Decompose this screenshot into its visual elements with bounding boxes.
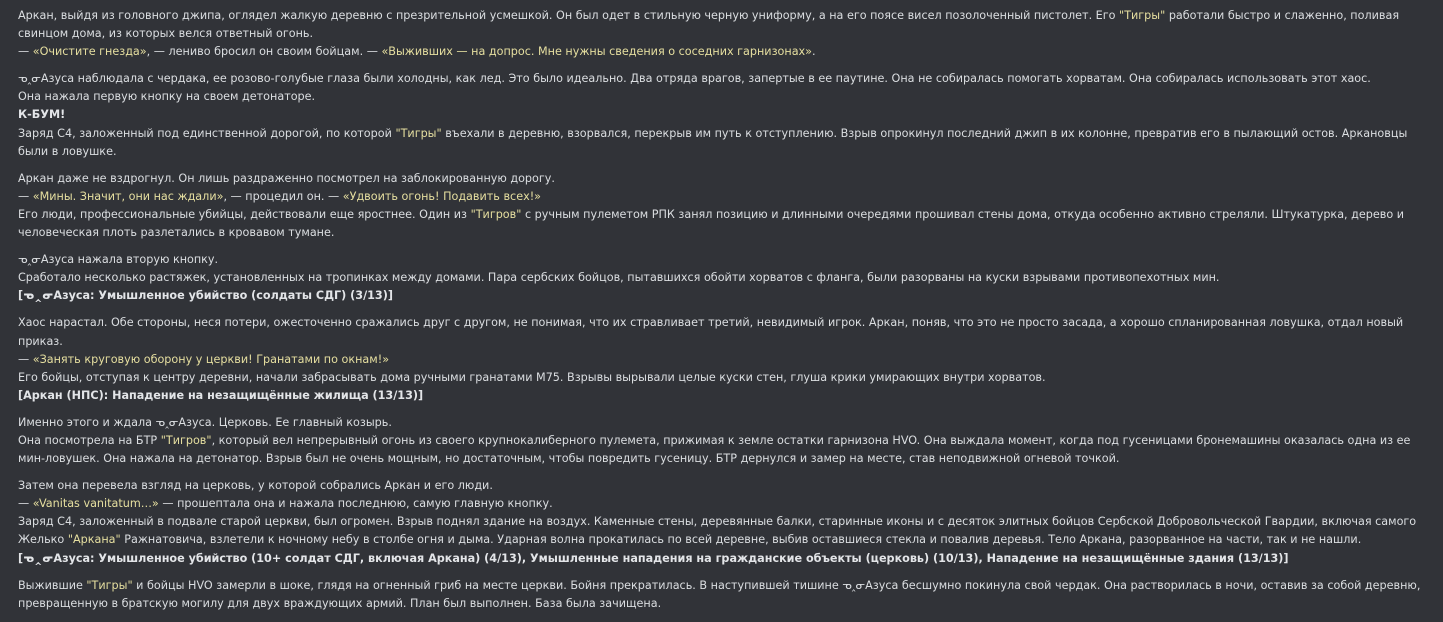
story-line bbox=[18, 477, 1428, 495]
story-line bbox=[18, 577, 1428, 613]
story-line bbox=[18, 170, 1428, 188]
text-segment: , который вел непрерывный огонь из своего крупнокалиберного пулемета, прижимая к земле остатки гарнизона HVO. Она выждала момент, когда под гусеницами бронемашины оказалась одна из ее мин-ловушек. Она нажала на детонатор. Взрыв был не очень мощным, но достаточным, чтобы повредить гусеницу. БТР дернулся и замер на месте, став неподвижной огневой точкой. bbox=[18, 433, 1411, 466]
text-segment: въехали в деревню, взорвался, перекрыв им путь к отступлению. Взрыв опрокинул последний джип в их колонне, превратив его в пылающий остов. Аркановцы были в ловушке. bbox=[18, 126, 1408, 158]
story-paragraph bbox=[18, 314, 1428, 404]
text-segment: с ручным пулеметом РПК занял позицию и длинными очередями прошивал стены дома, откуда особенно активно стреляли. Штукатурка, дерево и человеческая плоть разлетались в кровавом тумане. bbox=[18, 207, 1405, 240]
text-segment: Его люди, профессиональные убийцы, действовали еще яростнее. Один из bbox=[18, 207, 471, 221]
name-highlight: "Тигры" bbox=[86, 578, 133, 592]
story-line bbox=[18, 88, 1428, 106]
story-line bbox=[18, 550, 1428, 568]
text-segment: и бойцы HVO замерли в шоке, глядя на огненный гриб на месте церкви. Бойня прекратилась. В наступившей тишине ᓀ‸ᓂАзуса бесшумно покинула свой чердак. Она растворилась в ночи, оставив за собой деревню, превращенную в братскую могилу для двух враждующих армий. План был выполнен. База была зачищена. bbox=[18, 578, 1421, 610]
text-segment: Заряд C4, заложенный под единственной дорогой, по которой bbox=[18, 126, 396, 140]
quoted-speech: «Vanitas vanitatum…» bbox=[32, 497, 159, 511]
text-segment: Хаос нарастал. Обе стороны, неся потери, ожесточенно сражались друг с другом, не понимая, что их стравливает третий, невидимый игрок. Аркан, поняв, что это не просто засада, а хорошо спланированная ловушка, отдал новый приказ. bbox=[18, 316, 1404, 348]
story-message bbox=[18, 7, 1428, 622]
text-segment: Выжившие bbox=[18, 578, 87, 592]
name-highlight: "Тигры" bbox=[1119, 9, 1166, 22]
bold-annotation: [Аркан (НПС): Нападение на незащищённые жилища (13/13)] bbox=[18, 388, 424, 402]
text-segment: Аркан даже не вздрогнул. Он лишь раздраженно посмотрел на заблокированную дорогу. bbox=[18, 171, 555, 185]
text-segment: ᓀ‸ᓂАзуса наблюдала с чердака, ее розово-голубые глаза были холодны, как лед. Это было идеально. Два отряда врагов, запертые в ее паутине. Она не собиралась помогать хорватам. Она собиралась использовать этот хаос. bbox=[18, 72, 1371, 86]
quoted-speech: «Очистите гнезда» bbox=[32, 45, 147, 59]
story-line bbox=[18, 387, 1428, 405]
text-segment: — bbox=[18, 352, 33, 366]
text-segment: ᓀ‸ᓂАзуса нажала вторую кнопку. bbox=[18, 253, 219, 267]
text-segment: Аркан, выйдя из головного джипа, оглядел жалкую деревню с презрительной усмешкой. Он был одет в стильную черную униформу, а на его поясе висел позолоченный пистолет. Его bbox=[18, 9, 1120, 22]
bold-annotation: [ᓀ‸ᓂАзуса: Умышленное убийство (10+ солдат СДГ, включая Аркана) (4/13), Умышленные нападения на гражданские объекты (церковь) (10/13), Нападение на незащищённые здания (13/13)] bbox=[18, 551, 1289, 565]
story-line bbox=[18, 188, 1428, 206]
text-segment: , — процедил он. — bbox=[223, 189, 343, 203]
story-paragraph bbox=[18, 70, 1428, 160]
story-line bbox=[18, 206, 1428, 242]
story-line bbox=[18, 7, 1428, 43]
story-paragraph bbox=[18, 577, 1428, 613]
text-segment: — прошептала она и нажала последнюю, самую главную кнопку. bbox=[158, 497, 553, 511]
story-line bbox=[18, 351, 1428, 369]
quoted-speech: «Удвоить огонь! Подавить всех!» bbox=[342, 189, 542, 203]
bold-annotation: К-БУМ! bbox=[18, 108, 66, 122]
quoted-speech: «Мины. Значит, они нас ждали» bbox=[32, 189, 224, 203]
name-highlight: "Тигров" bbox=[160, 433, 212, 447]
story-line bbox=[18, 106, 1428, 124]
text-segment: Ражнатовича, взлетели к ночному небу в столбе огня и дыма. Ударная волна прокатилась по всей деревне, выбив оставшиеся стекла и повалив деревья. Тело Аркана, разорванное на части, так и не нашли. bbox=[120, 533, 1362, 547]
text-segment: — bbox=[18, 189, 33, 203]
story-paragraph bbox=[18, 414, 1428, 468]
text-segment: — bbox=[18, 497, 33, 511]
story-line bbox=[18, 432, 1428, 468]
text-segment: — bbox=[18, 45, 33, 59]
name-highlight: "Тигры" bbox=[395, 126, 442, 140]
story-line bbox=[18, 125, 1428, 161]
text-segment: Она нажала первую кнопку на своем детонаторе. bbox=[18, 90, 316, 104]
text-segment: . bbox=[812, 45, 816, 59]
bold-annotation: [ᓀ‸ᓂАзуса: Умышленное убийство (солдаты СДГ) (3/13)] bbox=[18, 289, 393, 303]
quoted-speech: «Выживших — на допрос. Мне нужны сведения о соседних гарнизонах» bbox=[381, 45, 813, 59]
story-paragraph bbox=[18, 7, 1428, 61]
story-line bbox=[18, 269, 1428, 287]
story-line bbox=[18, 369, 1428, 387]
quoted-speech: «Занять круговую оборону у церкви! Гранатами по окнам!» bbox=[32, 352, 390, 366]
story-line bbox=[18, 70, 1428, 88]
story-paragraph bbox=[18, 477, 1428, 567]
text-segment: Заряд C4, заложенный в подвале старой церкви, был огромен. Взрыв поднял здание на воздух. Каменные стены, деревянные балки, старинные иконы и с десяток элитных бойцов Сербской Добровольческой Гвардии, включая самого Желько bbox=[18, 515, 1417, 547]
story-paragraph bbox=[18, 251, 1428, 305]
story-line bbox=[18, 495, 1428, 513]
text-segment: Она посмотрела на БТР bbox=[18, 433, 161, 447]
name-highlight: "Аркана" bbox=[67, 533, 121, 547]
text-segment: Именно этого и ждала ᓀ‸ᓂАзуса. Церковь. Ее главный козырь. bbox=[18, 415, 392, 429]
story-line bbox=[18, 414, 1428, 432]
name-highlight: "Тигров" bbox=[470, 207, 522, 221]
text-segment: Сработало несколько растяжек, установленных на тропинках между домами. Пара сербских бойцов, пытавшихся обойти хорватов с фланга, были разорваны на куски взрывами противопехотных мин. bbox=[18, 271, 1220, 285]
story-line bbox=[18, 43, 1428, 61]
story-line bbox=[18, 251, 1428, 269]
text-segment: работали быстро и слаженно, поливая свинцом дома, из которых велся ответный огонь. bbox=[18, 9, 1400, 41]
text-segment: , — лениво бросил он своим бойцам. — bbox=[146, 45, 382, 59]
story-line bbox=[18, 513, 1428, 549]
story-paragraph bbox=[18, 170, 1428, 242]
text-segment: Его бойцы, отступая к центру деревни, начали забрасывать дома ручными гранатами M75. Взрывы вырывали целые куски стен, глуша крики умирающих внутри хорватов. bbox=[18, 370, 1046, 384]
story-line bbox=[18, 287, 1428, 305]
text-segment: Затем она перевела взгляд на церковь, у которой собрались Аркан и его люди. bbox=[18, 479, 493, 493]
story-line bbox=[18, 314, 1428, 350]
